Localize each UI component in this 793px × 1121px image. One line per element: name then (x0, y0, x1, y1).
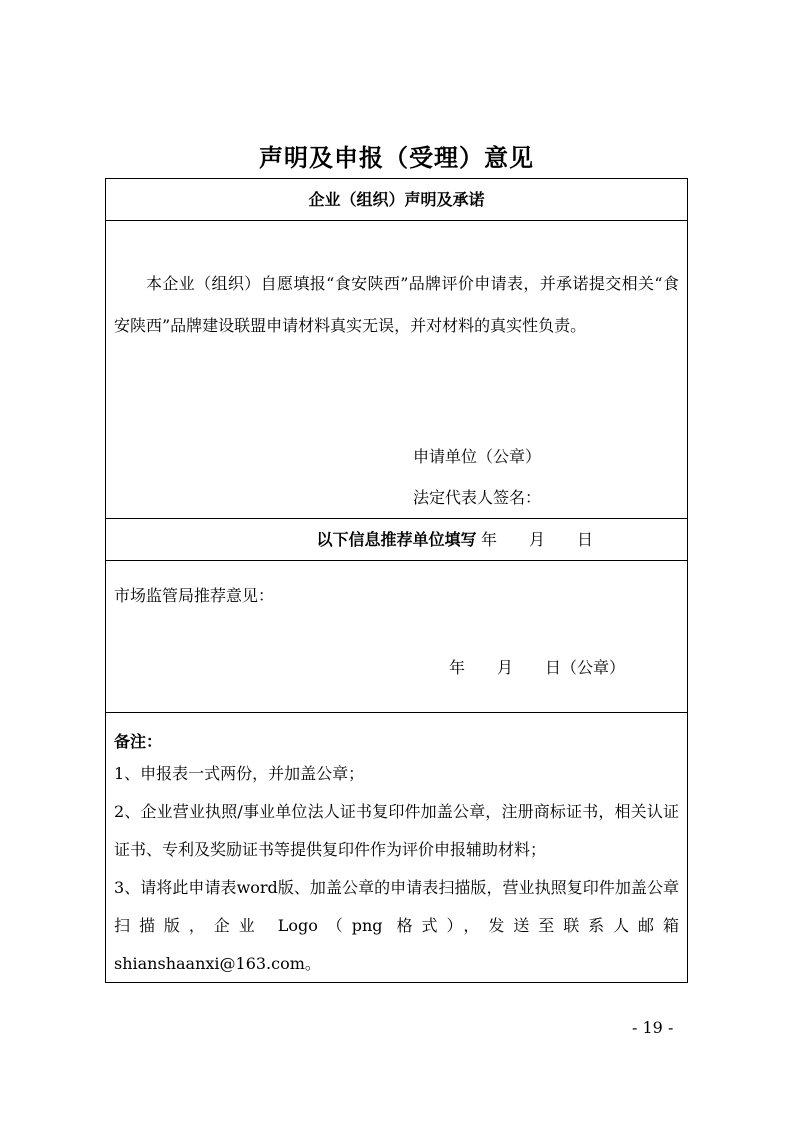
page-number: - 19 - (632, 1018, 674, 1037)
note-item: 1、申报表一式两份，并加盖公章； (114, 764, 365, 783)
applicant-seal-label: 申请单位（公章） (413, 447, 542, 466)
notes-title: 备注： (114, 732, 163, 751)
market-supervision-opinion-label: 市场监管局推荐意见： (114, 586, 275, 605)
page-title: 声明及申报（受理）意见 (259, 143, 534, 172)
declaration-date-label: 年 月 日 (481, 530, 594, 549)
note-item: 3、请将此申请表word版、加盖公章的申请表扫描版，营业执照复印件加盖公章扫描版，企业 Logo（png 格式），发送至联系人邮箱shianshaanxi@163.com。 (114, 878, 679, 973)
declaration-text: 本企业（组织）自愿填报“食安陕西”品牌评价申请表，并承诺提交相关“食安陕西”品牌建设联盟申请材料真实无误，并对材料的真实性负责。 (114, 274, 679, 335)
notes-list (114, 755, 679, 983)
declaration-form-table (105, 178, 688, 983)
legal-representative-signature-label: 法定代表人签名： (413, 488, 542, 507)
recommendation-section (106, 561, 687, 713)
declaration-section-header: 企业（组织）声明及承诺 (106, 179, 687, 221)
recommendation-section-header: 以下信息推荐单位填写 (106, 519, 687, 561)
recommendation-date-seal-label: 年 月 日（公章） (449, 658, 626, 677)
notes-section (106, 713, 687, 982)
note-item: 2、企业营业执照/事业单位法人证书复印件加盖公章，注册商标证书，相关认证证书、专利及奖励证书等提供复印件作为评价申报辅助材料； (114, 802, 679, 859)
